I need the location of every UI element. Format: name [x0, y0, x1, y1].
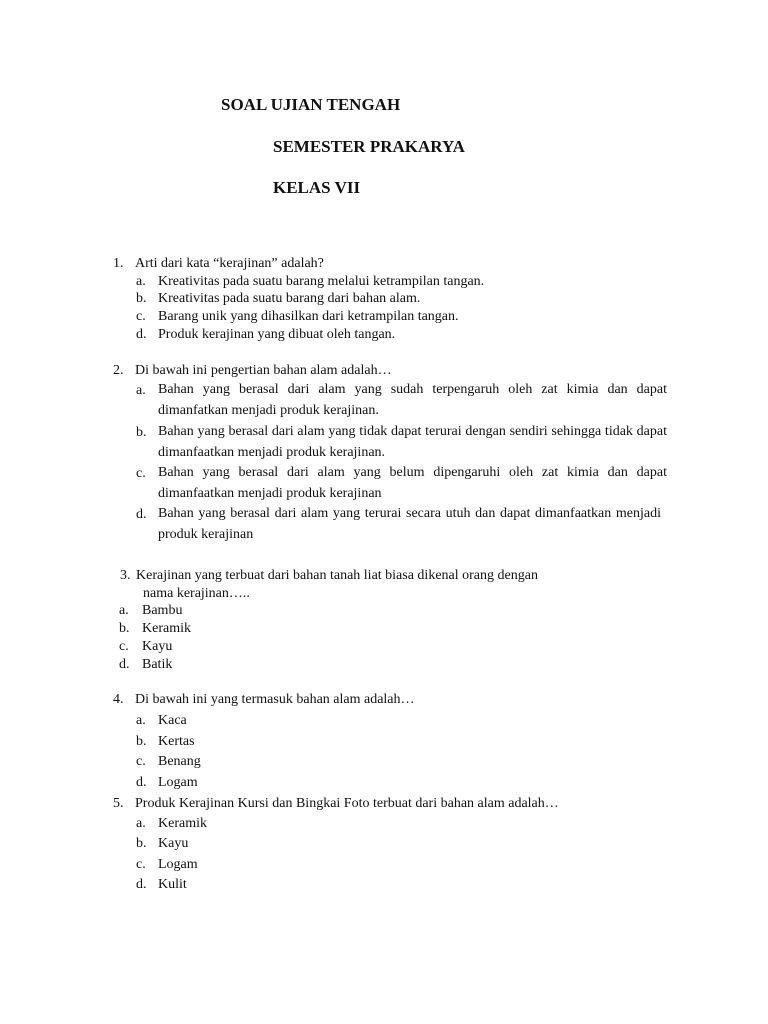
question-3-text-line2: nama kerajinan….. — [143, 586, 250, 601]
question-2-option-b: Bahan yang berasal dari alam yang tidak dapat terurai dengan sendiri sehingga tidak dapat dimanfaatkan menjadi produk kerajinan. — [158, 424, 667, 460]
question-5-text: Produk Kerajinan Kursi dan Bingkai Foto terbuat dari bahan alam adalah… — [135, 796, 559, 811]
title-line-3: KELAS VII — [273, 178, 361, 197]
title-line-1: SOAL UJIAN TENGAH — [221, 95, 401, 114]
question-1-number: 1. — [113, 256, 124, 271]
question-2-text: Di bawah ini pengertian bahan alam adalah… — [135, 363, 392, 378]
question-5-number: 5. — [113, 796, 124, 811]
question-3-number: 3. — [120, 568, 131, 583]
question-2-option-d: Bahan yang berasal dari alam yang terurai secara utuh dan dapat dimanfaatkan menjadi produk kerajinan — [158, 506, 661, 542]
title-line-2: SEMESTER PRAKARYA — [273, 137, 465, 156]
question-4-number: 4. — [113, 692, 124, 707]
question-2-option-c: Bahan yang berasal dari alam yang belum dipengaruhi oleh zat kimia dan dapat dimanfaatkan menjadi produk kerajinan — [158, 465, 667, 501]
question-3-text-line1: Kerajinan yang terbuat dari bahan tanah liat biasa dikenal orang dengan — [136, 568, 538, 583]
question-4-text: Di bawah ini yang termasuk bahan alam adalah… — [135, 692, 415, 707]
question-1-text: Arti dari kata “kerajinan” adalah? — [135, 256, 324, 271]
question-2-number: 2. — [113, 363, 124, 378]
question-2-option-a: Bahan yang berasal dari alam yang sudah terpengaruh oleh zat kimia dan dapat dimanfatkan menjadi produk kerajinan. — [158, 382, 667, 418]
